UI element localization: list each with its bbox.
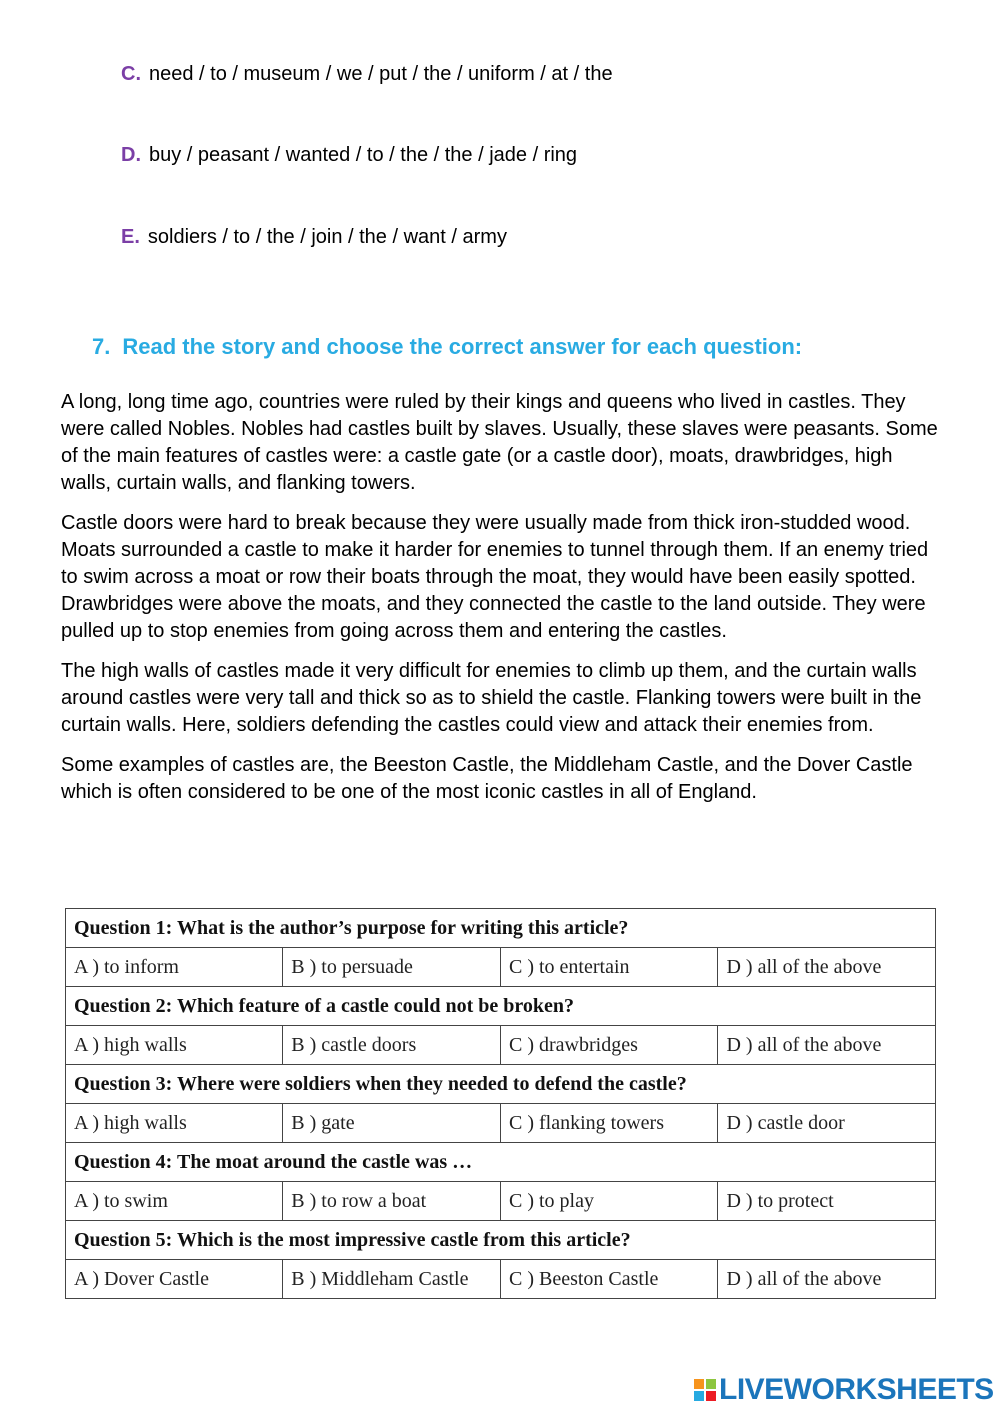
question-row bbox=[66, 1221, 936, 1260]
answer-option-d[interactable]: D ) to protect bbox=[718, 1182, 936, 1221]
answer-option-c[interactable]: C ) Beeston Castle bbox=[501, 1260, 718, 1299]
story-text bbox=[61, 389, 941, 819]
story-paragraph: Castle doors were hard to break because they were usually made from thick iron-studded wood. Moats surrounded a castle to make it harder for enemies to tunnel through them. If an enemy tried to swim across a moat or row their boats through the moat, they would have been easily spotted. Drawbridges were above the moats, and they connected the castle to the land outside. They were pulled up to stop enemies from going across them and entering the castles. bbox=[61, 512, 929, 642]
question-text: Question 1: What is the author’s purpose for writing this article? bbox=[66, 909, 936, 948]
scramble-item-c bbox=[121, 62, 613, 86]
scramble-item-e bbox=[121, 225, 507, 249]
story-paragraph: Some examples of castles are, the Beeston Castle, the Middleham Castle, and the Dover Castle which is often considered to be one of the most iconic castles in all of England. bbox=[61, 754, 913, 803]
liveworksheets-brand bbox=[693, 1374, 994, 1406]
scramble-item-d bbox=[121, 143, 577, 167]
scrambled-words: need / to / museum / we / put / the / uniform / at / the bbox=[149, 63, 613, 85]
scrambled-words: buy / peasant / wanted / to / the / the / jade / ring bbox=[149, 144, 578, 166]
options-row bbox=[66, 1104, 936, 1143]
section-number: 7. bbox=[92, 334, 111, 359]
question-text: Question 3: Where were soldiers when they needed to defend the castle? bbox=[66, 1065, 936, 1104]
story-paragraph: A long, long time ago, countries were ruled by their kings and queens who lived in castles. They were called Nobles. Nobles had castles built by slaves. Usually, these slaves were peasants. Some of the main features of castles were: a castle gate (or a castle door), moats, drawbridges, high walls, curtain walls, and flanking towers. bbox=[61, 391, 938, 494]
question-row bbox=[66, 1065, 936, 1104]
question-row bbox=[66, 1143, 936, 1182]
answer-option-b[interactable]: B ) Middleham Castle bbox=[283, 1260, 501, 1299]
liveworksheets-logo-icon bbox=[693, 1378, 717, 1402]
question-text: Question 2: Which feature of a castle could not be broken? bbox=[66, 987, 936, 1026]
scrambled-words: soldiers / to / the / join / the / want / army bbox=[147, 226, 507, 248]
item-letter: C. bbox=[121, 63, 141, 85]
item-letter: E. bbox=[121, 226, 140, 248]
options-row bbox=[66, 1260, 936, 1299]
answer-option-a[interactable]: A ) Dover Castle bbox=[66, 1260, 283, 1299]
options-row bbox=[66, 948, 936, 987]
answer-option-c[interactable]: C ) to entertain bbox=[501, 948, 718, 987]
brand-name: LIVEWORKSHEETS bbox=[719, 1373, 994, 1406]
answer-option-b[interactable]: B ) to persuade bbox=[283, 948, 501, 987]
options-row bbox=[66, 1182, 936, 1221]
answer-option-c[interactable]: C ) drawbridges bbox=[501, 1026, 718, 1065]
answer-option-b[interactable]: B ) to row a boat bbox=[283, 1182, 501, 1221]
options-row bbox=[66, 1026, 936, 1065]
answer-option-b[interactable]: B ) castle doors bbox=[283, 1026, 501, 1065]
question-row bbox=[66, 987, 936, 1026]
answer-option-c[interactable]: C ) to play bbox=[501, 1182, 718, 1221]
answer-option-d[interactable]: D ) castle door bbox=[718, 1104, 936, 1143]
section-title: Read the story and choose the correct answer for each question: bbox=[122, 334, 803, 359]
answer-option-c[interactable]: C ) flanking towers bbox=[501, 1104, 718, 1143]
section-heading bbox=[92, 334, 802, 360]
answer-option-d[interactable]: D ) all of the above bbox=[718, 1260, 936, 1299]
answer-option-a[interactable]: A ) to swim bbox=[66, 1182, 283, 1221]
questions-table bbox=[65, 908, 936, 1299]
answer-option-d[interactable]: D ) all of the above bbox=[718, 1026, 936, 1065]
question-row bbox=[66, 909, 936, 948]
answer-option-a[interactable]: A ) high walls bbox=[66, 1026, 283, 1065]
question-text: Question 4: The moat around the castle was … bbox=[66, 1143, 936, 1182]
answer-option-b[interactable]: B ) gate bbox=[283, 1104, 501, 1143]
question-text: Question 5: Which is the most impressive castle from this article? bbox=[66, 1221, 936, 1260]
story-paragraph: The high walls of castles made it very difficult for enemies to climb up them, and the curtain walls around castles were very tall and thick so as to shield the castle. Flanking towers were built in the curtain walls. Here, soldiers defending the castles could view and attack their enemies from. bbox=[61, 660, 922, 736]
item-letter: D. bbox=[121, 144, 141, 166]
answer-option-a[interactable]: A ) to inform bbox=[66, 948, 283, 987]
answer-option-a[interactable]: A ) high walls bbox=[66, 1104, 283, 1143]
answer-option-d[interactable]: D ) all of the above bbox=[718, 948, 936, 987]
